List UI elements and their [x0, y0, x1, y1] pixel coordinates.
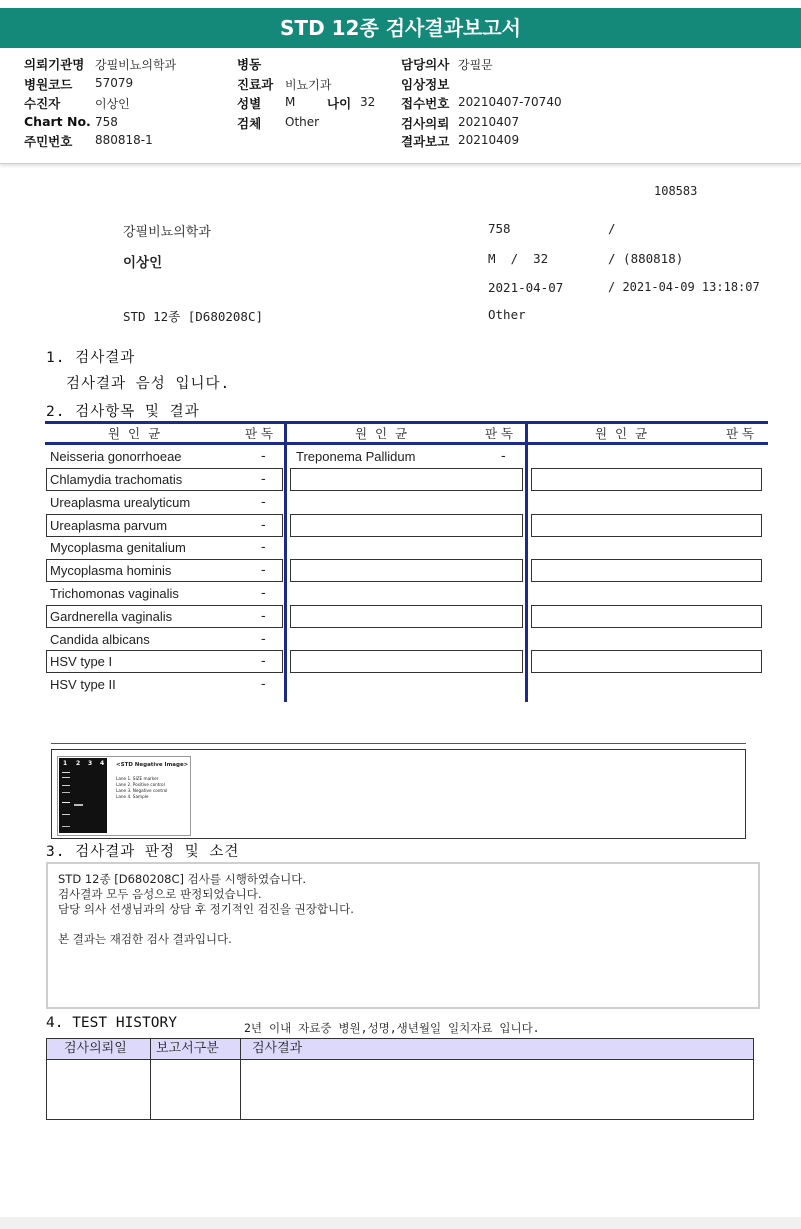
label-clinical-info: 임상정보 — [401, 77, 450, 92]
opinion-line: STD 12종 [D680208C] 검사를 시행하였습니다. — [58, 872, 307, 886]
summary-slash: / — [608, 221, 616, 236]
label-resident-no: 주민번호 — [24, 134, 73, 149]
label-hospital-code: 병원코드 — [24, 77, 73, 92]
gel-image-title: <STD Negative Image> — [116, 762, 189, 768]
table-row-box — [290, 650, 523, 673]
value-sex: M — [285, 95, 296, 109]
pathogen-result: - — [261, 540, 266, 555]
history-col-request-date: 검사의뢰일 — [64, 1041, 127, 1056]
history-note: 2년 이내 자료중 병원,성명,생년월일 일치자료 입니다. — [244, 1021, 540, 1035]
label-patient: 수진자 — [24, 96, 61, 111]
table-row-box — [290, 605, 523, 628]
history-col-divider — [240, 1039, 241, 1119]
gel-band — [62, 777, 70, 778]
col2-pathogen-header: 원 인 균 — [355, 426, 408, 441]
history-table — [46, 1038, 754, 1120]
pathogen-name: Gardnerella vaginalis — [50, 609, 173, 624]
value-chart-no: 758 — [95, 115, 118, 129]
pathogen-result: - — [261, 563, 266, 578]
summary-report-datetime: / 2021-04-09 13:18:07 — [608, 280, 760, 294]
section3-heading: 3. 검사결과 판정 및 소견 — [46, 844, 240, 860]
label-department: 진료과 — [237, 77, 274, 92]
history-col-result: 검사결과 — [252, 1041, 303, 1056]
pathogen-result: - — [261, 518, 266, 533]
label-specimen: 검체 — [237, 116, 262, 131]
table-row-box — [290, 468, 523, 491]
summary-hospital: 강필비뇨의학과 — [123, 225, 211, 240]
summary-sex-age: M / 32 — [488, 251, 549, 266]
pathogen-name: Treponema Pallidum — [296, 449, 416, 464]
pathogen-name: Neisseria gonorrhoeae — [50, 449, 182, 464]
gel-legend-item: Lane 4. Sample — [116, 794, 149, 799]
value-receipt-no: 20210407-70740 — [458, 95, 562, 109]
section1-result-text: 검사결과 음성 입니다. — [66, 376, 231, 392]
gel-legend-item: Lane 3. Negative control — [116, 788, 168, 793]
col2-result-header: 판 독 — [485, 426, 514, 441]
gel-band — [62, 826, 70, 827]
section4-heading: 4. TEST HISTORY — [46, 1015, 177, 1031]
value-request-date: 20210407 — [458, 115, 520, 129]
label-receipt-no: 접수번호 — [401, 96, 450, 111]
pathogen-name: Candida albicans — [50, 632, 150, 647]
col1-result-header: 판 독 — [245, 426, 274, 441]
opinion-line: 본 결과는 재검한 검사 결과입니다. — [58, 932, 232, 946]
value-specimen: Other — [285, 115, 320, 129]
table-row-box — [531, 514, 762, 537]
table-row-box — [531, 650, 762, 673]
pathogen-name: Ureaplasma urealyticum — [50, 495, 191, 510]
report-number: 108583 — [654, 184, 698, 198]
label-age: 나이 — [327, 96, 352, 111]
pathogen-result: - — [261, 472, 266, 487]
gel-band — [62, 802, 70, 803]
history-col-divider — [150, 1039, 151, 1119]
history-table-header — [47, 1039, 753, 1060]
value-patient: 이상인 — [95, 97, 130, 111]
pathogen-result: - — [261, 677, 266, 692]
table-row-box — [290, 559, 523, 582]
history-col-report-type: 보고서구분 — [156, 1041, 219, 1056]
gel-lane-label: 2 — [76, 760, 81, 767]
pathogen-result: - — [261, 632, 266, 647]
gel-legend-item: Lane 1. SIZE marker — [116, 776, 159, 781]
value-resident-no: 880818-1 — [95, 133, 153, 147]
opinion-line: 검사결과 모두 음성으로 판정되었습니다. — [58, 887, 262, 901]
gel-image — [57, 756, 191, 836]
summary-chart-no: 758 — [488, 221, 511, 236]
value-doctor: 강필문 — [458, 58, 493, 72]
pathogen-result: - — [261, 449, 266, 464]
value-hospital: 강필비뇨의학과 — [95, 58, 177, 72]
table-row-box — [531, 605, 762, 628]
table-row-box — [531, 468, 762, 491]
label-hospital: 의뢰기관명 — [24, 57, 85, 72]
label-report-date: 결과보고 — [401, 134, 450, 149]
pathogen-name: Trichomonas vaginalis — [50, 586, 179, 601]
table-top-border — [45, 421, 768, 424]
pathogen-name: HSV type II — [50, 677, 116, 692]
label-ward: 병동 — [237, 57, 262, 72]
summary-patient-name: 이상인 — [123, 255, 163, 271]
pathogen-name: Ureaplasma parvum — [50, 518, 168, 533]
pathogen-result: - — [501, 449, 506, 464]
label-chart-no: Chart No. — [24, 114, 91, 129]
pathogen-name: Chlamydia trachomatis — [50, 472, 183, 487]
gel-band — [74, 804, 83, 806]
pathogen-result: - — [261, 495, 266, 510]
label-doctor: 담당의사 — [401, 57, 450, 72]
opinion-box — [46, 862, 760, 1009]
pathogen-result: - — [261, 586, 266, 601]
pathogen-result: - — [261, 654, 266, 669]
gel-lane-label: 4 — [100, 760, 105, 767]
table-row-box — [290, 514, 523, 537]
value-age: 32 — [360, 95, 376, 109]
summary-specimen: Other — [488, 307, 526, 322]
gel-lane-label: 3 — [88, 760, 93, 767]
opinion-line — [58, 917, 748, 932]
label-request-date: 검사의뢰 — [401, 116, 450, 131]
report-title: STD 12종 검사결과보고서 — [0, 8, 801, 48]
gel-band — [62, 792, 70, 793]
value-department: 비뇨기과 — [285, 78, 332, 92]
gel-band — [62, 785, 70, 786]
pathogen-result: - — [261, 609, 266, 624]
gel-band — [62, 814, 70, 815]
pathogen-name: HSV type I — [50, 654, 113, 669]
page-footer-bar — [0, 1217, 801, 1229]
col3-result-header: 판 독 — [726, 426, 755, 441]
section1-heading: 1. 검사결과 — [46, 350, 136, 366]
pathogen-name: Mycoplasma genitalium — [50, 540, 186, 555]
value-hospital-code: 57079 — [95, 76, 134, 90]
summary-test-name: STD 12종 [D680208C] — [123, 309, 264, 324]
opinion-line: 담당 의사 선생님과의 상담 후 정기적인 검진을 권장합니다. — [58, 902, 354, 916]
section2-heading: 2. 검사항목 및 결과 — [46, 404, 200, 420]
gel-legend-item: Lane 2. Positive control — [116, 782, 165, 787]
gel-electrophoresis-image — [59, 758, 107, 833]
table-divider-1 — [284, 421, 287, 702]
table-divider-2 — [525, 421, 528, 702]
table-row-box — [531, 559, 762, 582]
label-sex: 성별 — [237, 96, 262, 111]
value-report-date: 20210409 — [458, 133, 520, 147]
col1-pathogen-header: 원 인 균 — [108, 426, 161, 441]
col3-pathogen-header: 원 인 균 — [595, 426, 648, 441]
summary-birth: / (880818) — [608, 251, 684, 266]
divider-line — [51, 743, 746, 744]
gel-lane-label: 1 — [63, 760, 68, 767]
summary-request-date: 2021-04-07 — [488, 280, 564, 295]
header-panel — [0, 48, 801, 164]
gel-band — [62, 772, 70, 773]
table-header-border — [45, 442, 768, 445]
pathogen-name: Mycoplasma hominis — [50, 563, 172, 578]
